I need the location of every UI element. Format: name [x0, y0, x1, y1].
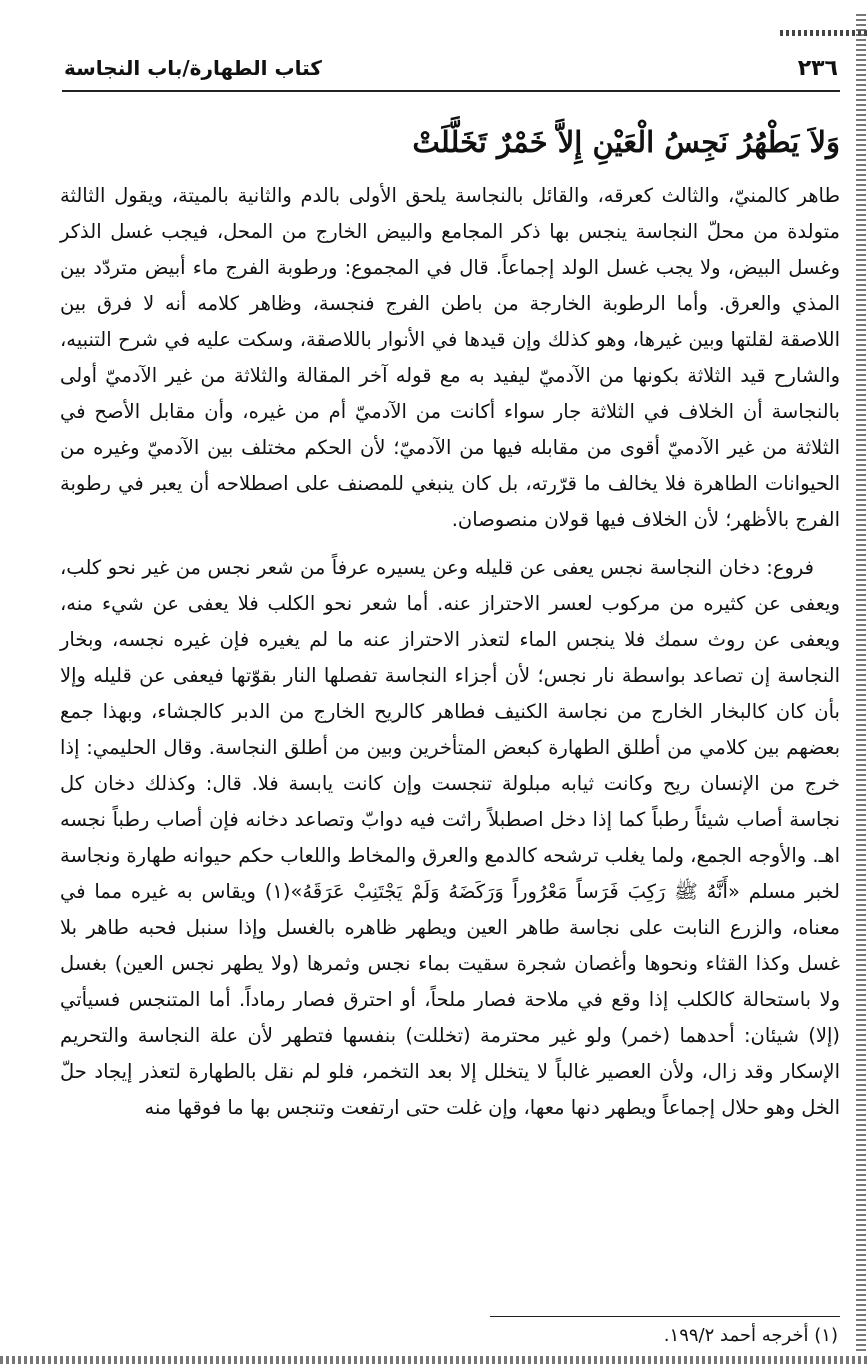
commentary-paragraph-1: طاهر كالمنيّ، والثالث كعرقه، والقائل بالنجاسة يلحق الأولى بالدم والثانية بالميتة، ويقول الثالثة متولدة من محلّ النجاسة ينجس بها ذكر المجامع والبيض الخارج من المحل، فيجب غسل الذكر وغسل البيض، ولا يجب غسل الولد إجماعاً. قال في المجموع: ورطوبة الفرج ماء أبيض متردّد بين المذي والعرق. وأما الرطوبة الخارجة من باطن الفرج فنجسة، وظاهر كلامه أنه لا فرق بين اللاصقة لقلتها وبين غيرها، وهو كذلك وإن قيدها في الأنوار باللاصقة، وسكت عليه في شرح التنبيه، والشارح قيد الثلاثة بكونها من الآدميّ ليفيد به مع قوله آخر المقالة والثلاثة من غير الآدميّ أولى بالنجاسة أن الخلاف في الثلاثة جار سواء أكانت من الآدميّ أم من غيره، وأن مقابل الأصح في الثلاثة من غير الآدميّ أقوى من مقابله فيها من الآدميّ؛ لأن الحكم مختلف بين الآدميّ وغيره من الحيوانات الطاهرة فلا يخالف ما قرّرته، بل كان ينبغي للمصنف على اصطلاحه أن يعبر في رطوبة الفرج بالأظهر؛ لأن الخلاف فيها قولان منصوصان.	[60, 184, 840, 531]
ornamental-border-bottom	[0, 1356, 868, 1364]
footnote-rule	[490, 1316, 840, 1317]
matn-heading: وَلاَ يَطْهُرُ نَجِسُ الْعَيْنِ إِلاَّ خَمْرٌ تَخَلَّلَتْ	[412, 125, 840, 159]
header-rule	[62, 90, 840, 92]
footnote: (١) أخرجه أحمد ١٩٩/٢.	[663, 1325, 838, 1346]
page-header	[64, 50, 838, 86]
running-title: كتاب الطهارة/باب النجاسة	[64, 56, 322, 80]
ornamental-border-right	[856, 14, 866, 1354]
ornamental-border-top	[780, 30, 868, 36]
commentary-body	[60, 178, 840, 1126]
commentary-paragraph-2: فروع: دخان النجاسة نجس يعفى عن قليله وعن يسيره عرفاً من شعر نجس من غير نحو كلب، ويعفى عن كثيره من مركوب لعسر الاحتراز عنه. أما شعر نحو الكلب فلا يعفى عن شيء منه، ويعفى عن روث سمك فلا ينجس الماء لتعذر الاحتراز عنه ما لم يغيره فإن غيره نجسه، وبخار النجاسة إن تصاعد بواسطة نار نجس؛ لأن أجزاء النجاسة تفصلها النار بقوّتها فيعفى عن قليله وإلا بأن كان كالبخار الخارج من نجاسة الكنيف فطاهر كالريح الخارج من الدبر كالجشاء، وبهذا جمع بعضهم بين كلامي من أطلق الطهارة كبعض المتأخرين وبين من أطلق النجاسة. وقال الحليمي: إذا خرج من الإنسان ريح وكانت ثيابه مبلولة تنجست وإن كانت يابسة فلا. قال: وكذلك دخان كل نجاسة أصاب شيئاً رطباً كما إذا دخل اصطبلاً راثت فيه دوابّ وتصاعد دخانه فإن أصاب رطباً نجسه اهـ. والأوجه الجمع، ولما يغلب ترشحه كالدمع والعرق والمخاط واللعاب حكم حيوانه طهارة ونجاسة لخبر مسلم «أَنَّهُ ﷺ رَكِبَ فَرَساً مَعْرُوراً وَرَكَضَهُ وَلَمْ يَجْتَنِبْ عَرَقَهُ»(١) ويقاس به غيره مما في معناه، والزرع النابت على نجاسة طاهر العين ويطهر ظاهره بالغسل وإذا سنبل فحبه طاهر بلا غسل وكذا القثاء ونحوها وأغصان شجرة سقيت بماء نجس وثمرها (ولا يطهر نجس العين) بغسل ولا باستحالة كالكلب إذا وقع في ملاحة فصار ملحاً، أو احترق فصار رماداً. أما المتنجس فسيأتي (إلا) شيئان: أحدهما (خمر) ولو غير محترمة (تخللت) بنفسها فتطهر لأن علة النجاسة والتحريم الإسكار وقد زال، ولأن العصير غالباً لا يتخلل إلا بعد التخمر، فلو لم نقل بالطهارة لتعذر إيجاد حلّ الخل وهو حلال إجماعاً ويطهر دنها معها، وإن غلت حتى ارتفعت وتنجس بها ما فوقها منه	[60, 556, 840, 1119]
page-number: ٢٣٦	[797, 55, 838, 81]
